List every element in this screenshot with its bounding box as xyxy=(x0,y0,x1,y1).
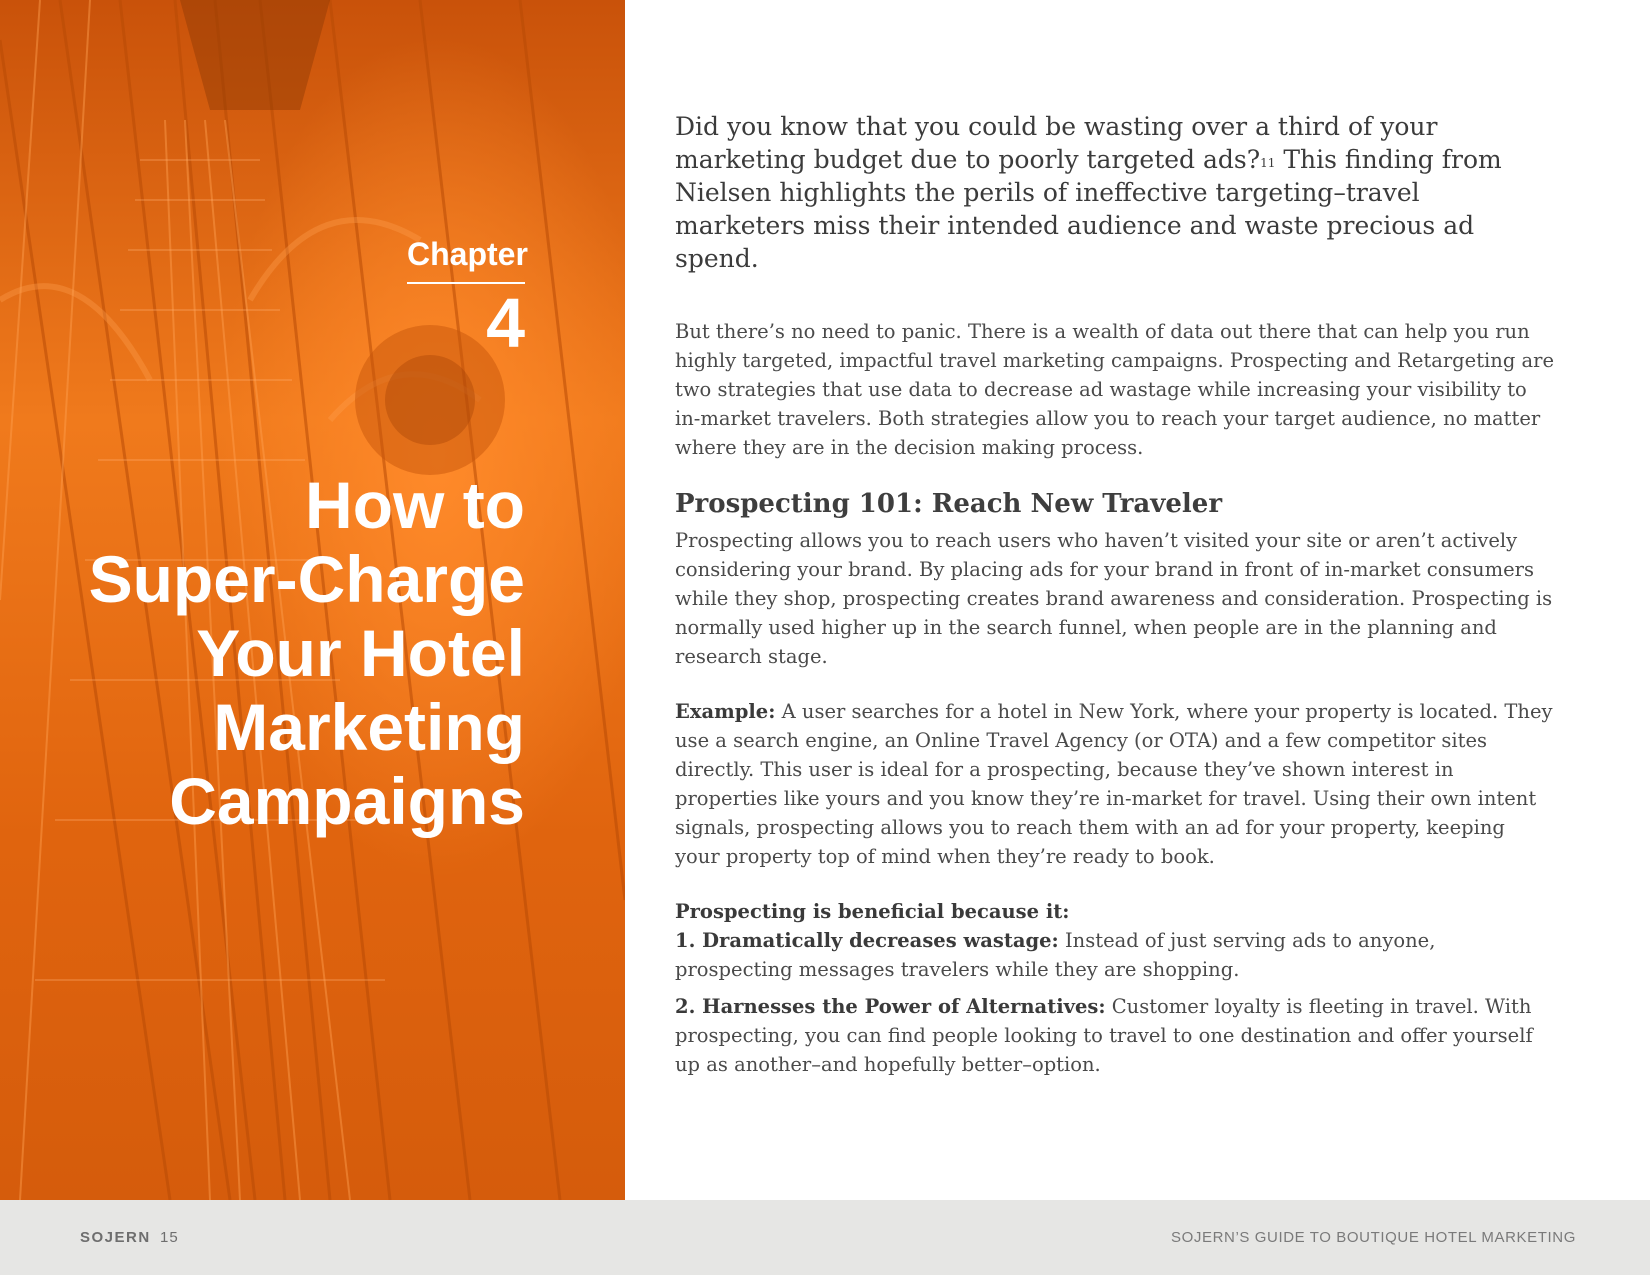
benefit-label: 2. Harnesses the Power of Alternatives: xyxy=(675,995,1106,1018)
footnote-marker: 11 xyxy=(1260,156,1276,170)
prospecting-paragraph: Prospecting allows you to reach users who haven’t visited your site or aren’t actively considering your brand. By placing ads for your brand in front of in-market consumers while they shop, prospecting creates brand awareness and consideration. Prospecting is normally used higher up in the search funnel, when people are in the planning and research stage. xyxy=(675,529,1553,668)
example-label: Example: xyxy=(675,700,776,723)
benefit-label: 1. Dramatically decreases wastage: xyxy=(675,929,1059,952)
footer-brand: SOJERN xyxy=(80,1229,151,1246)
chapter-title xyxy=(5,468,525,838)
benefit-item xyxy=(675,992,1555,1079)
benefit-text: Customer loyalty is fleeting in travel. With prospecting, you can find people looking to travel to one destination and offer yourself up as another–and hopefully better–option. xyxy=(675,995,1533,1076)
chapter-block xyxy=(285,236,528,362)
chapter-label: Chapter xyxy=(407,238,525,284)
chapter-title-line: How to xyxy=(305,468,525,542)
chapter-title-line: Campaigns xyxy=(169,764,525,838)
benefits-heading: Prospecting is beneficial because it: xyxy=(675,900,1070,923)
intro-paragraph: But there’s no need to panic. There is a wealth of data out there that can help you run highly targeted, impactful travel marketing campaigns. Prospecting and Retargeting are two strategies that use data to decrease ad wastage while increasing your visibility to in-market travelers. Both strategies allow you to reach your target audience, no matter where they are in the decision making process. xyxy=(675,320,1555,459)
hero-panel xyxy=(0,0,625,1200)
lead-text-part1: Did you know that you could be wasting over a third of your marketing budget due to poorly targeted ads? xyxy=(675,112,1438,174)
lead-text-part2: This finding from Nielsen highlights the perils of ineffective targeting–travel marketers miss their intended audience and waste precious ad spend. xyxy=(675,145,1502,273)
example-paragraph xyxy=(675,697,1555,871)
chapter-title-line: Your Hotel xyxy=(196,616,525,690)
benefit-text: Instead of just serving ads to anyone, prospecting messages travelers while they are shopping. xyxy=(675,929,1436,981)
chapter-title-line: Super-Charge xyxy=(88,542,525,616)
example-text: A user searches for a hotel in New York, where your property is located. They use a search engine, an Online Travel Agency (or OTA) and a few competitor sites directly. This user is ideal for a prospecting, because they’ve shown interest in properties like yours and you know they’re in-market for travel. Using their own intent signals, prospecting allows you to reach them with an ad for your property, keeping your property top of mind when they’re ready to book. xyxy=(675,700,1553,868)
chapter-number: 4 xyxy=(486,284,525,362)
page-number: 15 xyxy=(160,1229,179,1246)
benefit-item xyxy=(675,926,1555,984)
footer-guide-title: SOJERN’S GUIDE TO BOUTIQUE HOTEL MARKETING xyxy=(1171,1229,1576,1246)
chapter-title-line: Marketing xyxy=(213,690,525,764)
page-footer xyxy=(0,1200,1650,1275)
lead-paragraph xyxy=(675,110,1555,275)
article-body xyxy=(675,110,1555,1087)
section-heading: Prospecting 101: Reach New Traveler xyxy=(675,489,1223,519)
